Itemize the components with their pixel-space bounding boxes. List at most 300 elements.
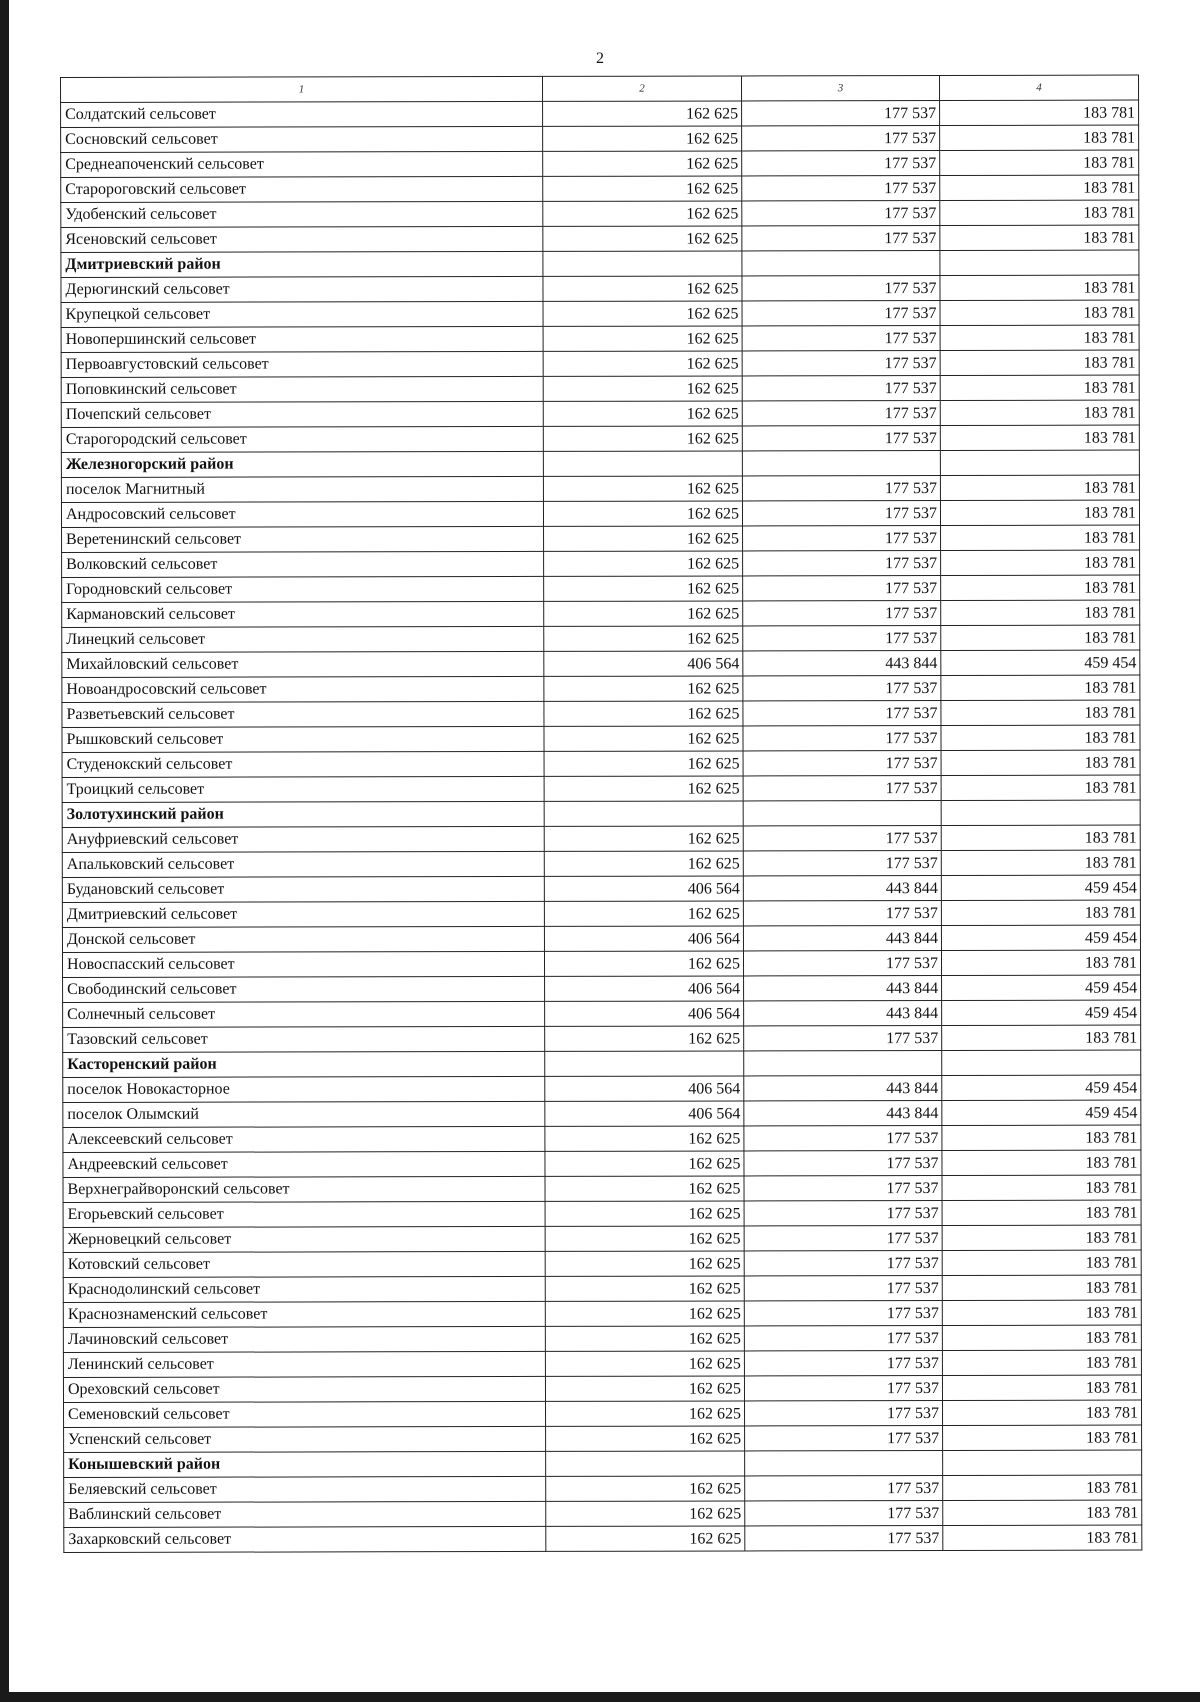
table-row bbox=[62, 875, 1140, 902]
value-col-4 bbox=[943, 1450, 1142, 1475]
district-name: Конышевский район bbox=[64, 1451, 546, 1477]
value-col-3: 177 537 bbox=[742, 476, 940, 501]
value-col-4: 459 454 bbox=[942, 1000, 1141, 1025]
table-row bbox=[63, 1200, 1141, 1227]
value-col-2: 162 625 bbox=[543, 501, 742, 526]
value-col-2: 406 564 bbox=[545, 1101, 744, 1126]
value-col-2: 162 625 bbox=[543, 376, 742, 401]
value-col-4: 183 781 bbox=[942, 1125, 1141, 1150]
table-row bbox=[63, 1075, 1141, 1102]
value-col-3: 443 844 bbox=[744, 976, 942, 1001]
value-col-4: 459 454 bbox=[941, 875, 1140, 900]
district-header-row bbox=[61, 250, 1139, 277]
value-col-4: 459 454 bbox=[941, 925, 1140, 950]
settlement-name: поселок Новокасторное bbox=[63, 1076, 545, 1102]
settlement-name: Ленинский сельсовет bbox=[63, 1351, 545, 1377]
value-col-3 bbox=[742, 251, 940, 276]
table-row bbox=[62, 650, 1140, 677]
value-col-3: 177 537 bbox=[743, 726, 941, 751]
table-row bbox=[61, 125, 1139, 152]
table-row bbox=[62, 750, 1140, 777]
value-col-2: 162 625 bbox=[543, 476, 742, 501]
table-row bbox=[62, 575, 1140, 602]
value-col-2: 162 625 bbox=[543, 201, 742, 226]
settlement-name: Линецкий сельсовет bbox=[62, 626, 544, 652]
value-col-2: 162 625 bbox=[545, 1301, 744, 1326]
settlement-name: Студенокский сельсовет bbox=[62, 751, 544, 777]
value-col-4: 459 454 bbox=[942, 1100, 1141, 1125]
value-col-2: 162 625 bbox=[546, 1501, 745, 1526]
table-row bbox=[62, 950, 1140, 977]
value-col-2: 162 625 bbox=[546, 1401, 745, 1426]
value-col-3: 177 537 bbox=[742, 226, 940, 251]
table-row bbox=[62, 550, 1140, 577]
value-col-2: 406 564 bbox=[545, 976, 744, 1001]
settlement-name: Алексеевский сельсовет bbox=[63, 1126, 545, 1152]
value-col-4: 183 781 bbox=[941, 525, 1140, 550]
table-row bbox=[63, 1175, 1141, 1202]
value-col-3: 177 537 bbox=[742, 101, 940, 126]
table-row bbox=[61, 175, 1139, 202]
value-col-2: 162 625 bbox=[543, 101, 742, 126]
table-row bbox=[61, 300, 1139, 327]
value-col-4: 183 781 bbox=[940, 500, 1139, 525]
value-col-3: 177 537 bbox=[744, 1176, 942, 1201]
table-row bbox=[64, 1525, 1142, 1552]
settlement-name: Апальковский сельсовет bbox=[62, 851, 544, 877]
value-col-3: 177 537 bbox=[744, 1226, 942, 1251]
table-row bbox=[62, 925, 1140, 952]
settlement-name: Михайловский сельсовет bbox=[62, 651, 544, 677]
table-row bbox=[63, 1275, 1141, 1302]
value-col-3 bbox=[742, 451, 940, 476]
table-row bbox=[61, 200, 1139, 227]
column-number-4: 4 bbox=[939, 75, 1138, 100]
table-row bbox=[61, 225, 1139, 252]
value-col-2: 162 625 bbox=[546, 1526, 745, 1551]
table-row bbox=[62, 775, 1140, 802]
value-col-4: 183 781 bbox=[940, 275, 1139, 300]
value-col-2: 162 625 bbox=[543, 151, 742, 176]
table-row bbox=[61, 475, 1139, 502]
value-col-2: 162 625 bbox=[544, 601, 743, 626]
value-col-4: 183 781 bbox=[942, 1300, 1141, 1325]
settlement-name: Андреевский сельсовет bbox=[63, 1151, 545, 1177]
value-col-3: 443 844 bbox=[744, 1076, 942, 1101]
value-col-2 bbox=[545, 1051, 744, 1076]
settlement-name: Будановский сельсовет bbox=[62, 876, 544, 902]
value-col-4: 183 781 bbox=[941, 750, 1140, 775]
value-col-3: 177 537 bbox=[742, 501, 940, 526]
column-number-1: 1 bbox=[61, 76, 543, 102]
value-col-3: 177 537 bbox=[743, 826, 941, 851]
value-col-2: 162 625 bbox=[544, 901, 743, 926]
settlement-name: Сосновский сельсовет bbox=[61, 126, 543, 152]
value-col-2: 162 625 bbox=[543, 401, 742, 426]
settlement-name: Семеновский сельсовет bbox=[64, 1401, 546, 1427]
value-col-2: 162 625 bbox=[543, 301, 742, 326]
value-col-3: 177 537 bbox=[743, 676, 941, 701]
value-col-3: 177 537 bbox=[743, 901, 941, 926]
settlement-name: поселок Олымский bbox=[63, 1101, 545, 1127]
budget-table bbox=[60, 75, 1142, 1553]
value-col-2: 162 625 bbox=[545, 1276, 744, 1301]
value-col-4: 183 781 bbox=[940, 325, 1139, 350]
value-col-4: 183 781 bbox=[940, 425, 1139, 450]
value-col-2: 162 625 bbox=[544, 551, 743, 576]
value-col-2: 162 625 bbox=[544, 851, 743, 876]
settlement-name: Ваблинский сельсовет bbox=[64, 1501, 546, 1527]
value-col-3: 177 537 bbox=[745, 1401, 943, 1426]
table-row bbox=[61, 275, 1139, 302]
settlement-name: Новопершинский сельсовет bbox=[61, 326, 543, 352]
settlement-name: Донской сельсовет bbox=[62, 926, 544, 952]
value-col-3: 177 537 bbox=[744, 1276, 942, 1301]
value-col-3: 177 537 bbox=[744, 1326, 942, 1351]
value-col-3: 177 537 bbox=[742, 301, 940, 326]
value-col-3: 177 537 bbox=[742, 326, 940, 351]
settlement-name: Краснознаменский сельсовет bbox=[63, 1301, 545, 1327]
value-col-4: 183 781 bbox=[941, 725, 1140, 750]
table-row bbox=[63, 1350, 1141, 1377]
value-col-3: 177 537 bbox=[744, 1301, 942, 1326]
table-row bbox=[64, 1400, 1142, 1427]
table-row bbox=[62, 825, 1140, 852]
value-col-3: 177 537 bbox=[743, 951, 941, 976]
value-col-2: 162 625 bbox=[543, 276, 742, 301]
table-row bbox=[63, 1100, 1141, 1127]
settlement-name: Кармановский сельсовет bbox=[62, 601, 544, 627]
settlement-name: Андросовский сельсовет bbox=[61, 501, 543, 527]
table-row bbox=[62, 850, 1140, 877]
value-col-4: 183 781 bbox=[941, 825, 1140, 850]
table-row bbox=[62, 600, 1140, 627]
value-col-3: 177 537 bbox=[742, 376, 940, 401]
value-col-4: 183 781 bbox=[941, 600, 1140, 625]
value-col-4: 183 781 bbox=[940, 100, 1139, 125]
table-body bbox=[61, 75, 1142, 1552]
value-col-4: 183 781 bbox=[941, 775, 1140, 800]
table-row bbox=[63, 975, 1141, 1002]
value-col-3: 177 537 bbox=[743, 576, 941, 601]
value-col-2: 162 625 bbox=[543, 326, 742, 351]
table-row bbox=[64, 1425, 1142, 1452]
table-row bbox=[64, 1475, 1142, 1502]
value-col-4: 183 781 bbox=[942, 1350, 1141, 1375]
value-col-4: 183 781 bbox=[942, 1200, 1141, 1225]
value-col-3: 177 537 bbox=[743, 551, 941, 576]
value-col-4: 183 781 bbox=[943, 1425, 1142, 1450]
settlement-name: Дмитриевский сельсовет bbox=[62, 901, 544, 927]
value-col-3 bbox=[743, 801, 941, 826]
value-col-4: 183 781 bbox=[943, 1525, 1142, 1550]
table-row bbox=[61, 100, 1139, 127]
district-name: Железногорский район bbox=[61, 451, 543, 477]
settlement-name: Поповкинский сельсовет bbox=[61, 376, 543, 402]
value-col-4: 183 781 bbox=[941, 700, 1140, 725]
district-header-row bbox=[64, 1450, 1142, 1477]
table-row bbox=[61, 325, 1139, 352]
column-number-3: 3 bbox=[741, 76, 939, 101]
settlement-name: Тазовский сельсовет bbox=[63, 1026, 545, 1052]
value-col-4: 183 781 bbox=[941, 850, 1140, 875]
table-row bbox=[63, 1250, 1141, 1277]
table-row bbox=[63, 1375, 1141, 1402]
settlement-name: Верхнеграйворонский сельсовет bbox=[63, 1176, 545, 1202]
value-col-3: 177 537 bbox=[744, 1151, 942, 1176]
settlement-name: Старогородский сельсовет bbox=[61, 426, 543, 452]
value-col-2: 162 625 bbox=[544, 951, 743, 976]
value-col-2: 406 564 bbox=[545, 1076, 744, 1101]
value-col-3: 177 537 bbox=[744, 1126, 942, 1151]
value-col-2: 162 625 bbox=[544, 751, 743, 776]
settlement-name: поселок Магнитный bbox=[61, 476, 543, 502]
value-col-3: 177 537 bbox=[745, 1476, 943, 1501]
settlement-name: Свободинский сельсовет bbox=[63, 976, 545, 1002]
district-header-row bbox=[61, 450, 1139, 477]
district-name: Касторенский район bbox=[63, 1051, 545, 1077]
value-col-4: 183 781 bbox=[940, 300, 1139, 325]
table-row bbox=[61, 150, 1139, 177]
settlement-name: Крупецкой сельсовет bbox=[61, 301, 543, 327]
value-col-2: 162 625 bbox=[543, 226, 742, 251]
settlement-name: Первоавгустовский сельсовет bbox=[61, 351, 543, 377]
value-col-2: 162 625 bbox=[545, 1326, 744, 1351]
settlement-name: Дерюгинский сельсовет bbox=[61, 276, 543, 302]
value-col-4 bbox=[942, 1050, 1141, 1075]
value-col-2: 162 625 bbox=[545, 1251, 744, 1276]
value-col-3: 177 537 bbox=[744, 1251, 942, 1276]
value-col-4: 183 781 bbox=[942, 1175, 1141, 1200]
value-col-2: 162 625 bbox=[546, 1476, 745, 1501]
value-col-2: 406 564 bbox=[544, 926, 743, 951]
value-col-4: 183 781 bbox=[940, 375, 1139, 400]
value-col-3: 443 844 bbox=[743, 876, 941, 901]
value-col-3: 177 537 bbox=[743, 701, 941, 726]
district-name: Дмитриевский район bbox=[61, 251, 543, 277]
value-col-4: 459 454 bbox=[942, 975, 1141, 1000]
value-col-2 bbox=[543, 451, 742, 476]
value-col-3: 177 537 bbox=[743, 851, 941, 876]
value-col-2: 162 625 bbox=[544, 626, 743, 651]
value-col-3: 177 537 bbox=[744, 1201, 942, 1226]
value-col-2: 162 625 bbox=[545, 1126, 744, 1151]
settlement-name: Успенский сельсовет bbox=[64, 1426, 546, 1452]
settlement-name: Рышковский сельсовет bbox=[62, 726, 544, 752]
settlement-name: Солнечный сельсовет bbox=[63, 1001, 545, 1027]
value-col-2 bbox=[543, 251, 742, 276]
table-row bbox=[62, 725, 1140, 752]
value-col-2 bbox=[544, 801, 743, 826]
table-row bbox=[64, 1500, 1142, 1527]
value-col-3: 177 537 bbox=[743, 751, 941, 776]
settlement-name: Солдатский сельсовет bbox=[61, 101, 543, 127]
district-name: Золотухинский район bbox=[62, 801, 544, 827]
column-number-row bbox=[61, 75, 1139, 102]
value-col-3: 177 537 bbox=[742, 276, 940, 301]
value-col-3: 177 537 bbox=[742, 426, 940, 451]
value-col-4: 183 781 bbox=[941, 675, 1140, 700]
table-row bbox=[61, 425, 1139, 452]
table-row bbox=[62, 675, 1140, 702]
settlement-name: Почепский сельсовет bbox=[61, 401, 543, 427]
table-row bbox=[62, 700, 1140, 727]
settlement-name: Троицкий сельсовет bbox=[62, 776, 544, 802]
table-row bbox=[63, 1300, 1141, 1327]
value-col-2: 162 625 bbox=[545, 1176, 744, 1201]
value-col-4: 183 781 bbox=[942, 1250, 1141, 1275]
settlement-name: Жерновецкий сельсовет bbox=[63, 1226, 545, 1252]
value-col-4: 183 781 bbox=[941, 900, 1140, 925]
value-col-4: 183 781 bbox=[940, 125, 1139, 150]
value-col-3: 177 537 bbox=[742, 151, 940, 176]
table-row bbox=[62, 525, 1140, 552]
value-col-2: 162 625 bbox=[545, 1226, 744, 1251]
value-col-4: 183 781 bbox=[941, 950, 1140, 975]
value-col-2: 162 625 bbox=[543, 426, 742, 451]
value-col-3 bbox=[745, 1451, 943, 1476]
settlement-name: Котовский сельсовет bbox=[63, 1251, 545, 1277]
settlement-name: Старороговский сельсовет bbox=[61, 176, 543, 202]
value-col-2: 162 625 bbox=[544, 526, 743, 551]
value-col-4: 459 454 bbox=[942, 1075, 1141, 1100]
page-number: 2 bbox=[596, 50, 604, 67]
value-col-2: 162 625 bbox=[544, 676, 743, 701]
value-col-2: 162 625 bbox=[544, 701, 743, 726]
table-row bbox=[61, 375, 1139, 402]
value-col-2: 162 625 bbox=[546, 1426, 745, 1451]
value-col-3: 177 537 bbox=[745, 1501, 943, 1526]
table-row bbox=[62, 900, 1140, 927]
value-col-4: 183 781 bbox=[940, 150, 1139, 175]
table-row bbox=[63, 1000, 1141, 1027]
value-col-3: 177 537 bbox=[743, 626, 941, 651]
table-row bbox=[61, 350, 1139, 377]
value-col-2: 406 564 bbox=[544, 651, 743, 676]
value-col-2: 162 625 bbox=[544, 776, 743, 801]
value-col-4: 459 454 bbox=[941, 650, 1140, 675]
value-col-2: 162 625 bbox=[545, 1376, 744, 1401]
value-col-4: 183 781 bbox=[943, 1400, 1142, 1425]
value-col-2: 162 625 bbox=[545, 1351, 744, 1376]
settlement-name: Городновский сельсовет bbox=[62, 576, 544, 602]
table-row bbox=[63, 1225, 1141, 1252]
value-col-4 bbox=[941, 800, 1140, 825]
value-col-4 bbox=[940, 450, 1139, 475]
value-col-2 bbox=[546, 1451, 745, 1476]
value-col-3: 177 537 bbox=[745, 1426, 943, 1451]
settlement-name: Волковский сельсовет bbox=[62, 551, 544, 577]
value-col-3: 443 844 bbox=[743, 651, 941, 676]
value-col-3: 177 537 bbox=[743, 776, 941, 801]
value-col-4: 183 781 bbox=[941, 625, 1140, 650]
settlement-name: Захарковский сельсовет bbox=[64, 1526, 546, 1552]
settlement-name: Егорьевский сельсовет bbox=[63, 1201, 545, 1227]
value-col-3: 177 537 bbox=[743, 526, 941, 551]
column-number-2: 2 bbox=[542, 76, 741, 101]
value-col-3: 177 537 bbox=[742, 351, 940, 376]
settlement-name: Ореховский сельсовет bbox=[63, 1376, 545, 1402]
value-col-3: 177 537 bbox=[744, 1376, 942, 1401]
settlement-name: Ануфриевский сельсовет bbox=[62, 826, 544, 852]
value-col-4: 183 781 bbox=[942, 1150, 1141, 1175]
value-col-3: 177 537 bbox=[744, 1026, 942, 1051]
value-col-2: 162 625 bbox=[545, 1026, 744, 1051]
table-row bbox=[62, 625, 1140, 652]
value-col-4: 183 781 bbox=[940, 175, 1139, 200]
table-row bbox=[63, 1125, 1141, 1152]
value-col-4: 183 781 bbox=[940, 350, 1139, 375]
settlement-name: Новоандросовский сельсовет bbox=[62, 676, 544, 702]
table-row bbox=[63, 1325, 1141, 1352]
settlement-name: Разветьевский сельсовет bbox=[62, 701, 544, 727]
table-row bbox=[63, 1025, 1141, 1052]
value-col-3: 443 844 bbox=[743, 926, 941, 951]
table-row bbox=[63, 1150, 1141, 1177]
value-col-2: 406 564 bbox=[544, 876, 743, 901]
value-col-4: 183 781 bbox=[942, 1275, 1141, 1300]
district-header-row bbox=[62, 800, 1140, 827]
settlement-name: Среднеапоченский сельсовет bbox=[61, 151, 543, 177]
district-header-row bbox=[63, 1050, 1141, 1077]
value-col-2: 162 625 bbox=[545, 1151, 744, 1176]
value-col-3: 443 844 bbox=[744, 1101, 942, 1126]
settlement-name: Краснодолинский сельсовет bbox=[63, 1276, 545, 1302]
value-col-4: 183 781 bbox=[941, 550, 1140, 575]
scan-edge-left bbox=[0, 0, 9, 1702]
value-col-4: 183 781 bbox=[940, 200, 1139, 225]
value-col-2: 162 625 bbox=[543, 351, 742, 376]
value-col-3: 177 537 bbox=[742, 401, 940, 426]
settlement-name: Веретенинский сельсовет bbox=[62, 526, 544, 552]
table-row bbox=[61, 400, 1139, 427]
value-col-2: 162 625 bbox=[545, 1201, 744, 1226]
settlement-name: Новоспасский сельсовет bbox=[62, 951, 544, 977]
value-col-2: 162 625 bbox=[544, 726, 743, 751]
scan-edge-bottom bbox=[0, 1692, 1200, 1702]
value-col-2: 406 564 bbox=[545, 1001, 744, 1026]
value-col-2: 162 625 bbox=[543, 176, 742, 201]
value-col-4: 183 781 bbox=[940, 225, 1139, 250]
value-col-4: 183 781 bbox=[943, 1500, 1142, 1525]
value-col-4: 183 781 bbox=[940, 475, 1139, 500]
value-col-3: 177 537 bbox=[743, 601, 941, 626]
settlement-name: Удобенский сельсовет bbox=[61, 201, 543, 227]
value-col-3: 177 537 bbox=[745, 1526, 943, 1551]
value-col-4 bbox=[940, 250, 1139, 275]
value-col-3: 177 537 bbox=[742, 176, 940, 201]
settlement-name: Ясеновский сельсовет bbox=[61, 226, 543, 252]
value-col-2: 162 625 bbox=[544, 576, 743, 601]
value-col-3 bbox=[744, 1051, 942, 1076]
value-col-2: 162 625 bbox=[544, 826, 743, 851]
value-col-3: 177 537 bbox=[742, 201, 940, 226]
value-col-3: 177 537 bbox=[742, 126, 940, 151]
value-col-2: 162 625 bbox=[543, 126, 742, 151]
value-col-4: 183 781 bbox=[941, 575, 1140, 600]
value-col-4: 183 781 bbox=[943, 1475, 1142, 1500]
settlement-name: Лачиновский сельсовет bbox=[63, 1326, 545, 1352]
value-col-4: 183 781 bbox=[942, 1325, 1141, 1350]
value-col-4: 183 781 bbox=[942, 1225, 1141, 1250]
value-col-3: 177 537 bbox=[744, 1351, 942, 1376]
value-col-3: 443 844 bbox=[744, 1001, 942, 1026]
value-col-4: 183 781 bbox=[942, 1025, 1141, 1050]
value-col-4: 183 781 bbox=[940, 400, 1139, 425]
table-row bbox=[61, 500, 1139, 527]
value-col-4: 183 781 bbox=[942, 1375, 1141, 1400]
settlement-name: Беляевский сельсовет bbox=[64, 1476, 546, 1502]
